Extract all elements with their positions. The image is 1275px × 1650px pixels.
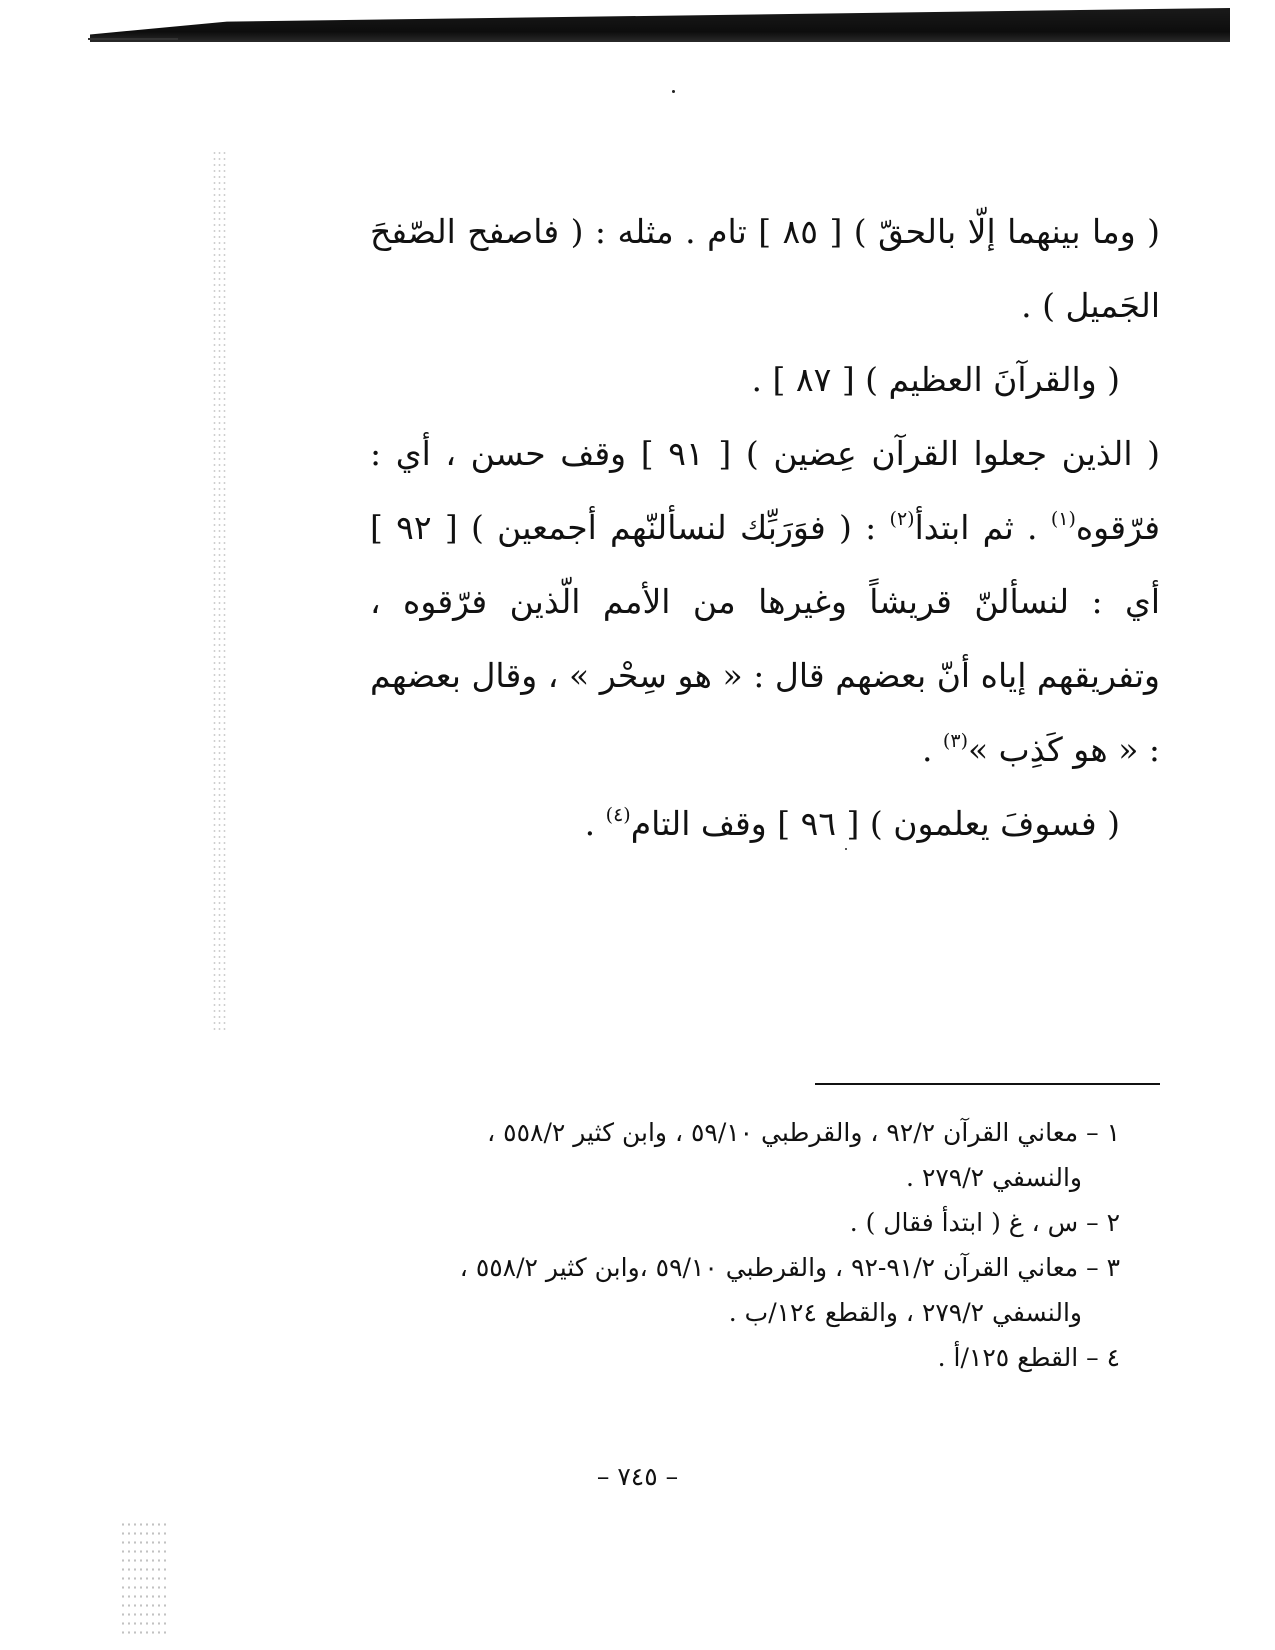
paragraph-text: : ( فوَرَبِّك لنسألنّهم أجمعين ) [ ٩٢ ] أي : لنسألنّ قريشاً وغيرها من الأمم الّذين فرّقوه ، وتفريقهم إياه أنّ بعضهم قال : « هو سِحْر » ، وقال بعضهم : « هو كَذِب » xyxy=(370,508,1160,769)
footnote-1-continued: والنسفي ٢٧٩/٢ . xyxy=(906,1163,1082,1192)
paragraph-text: ( الذين جعلوا القرآن عِضين ) [ ٩١ ] وقف حسن ، أي : فرّقوه xyxy=(370,434,1160,547)
main-body-text xyxy=(370,195,1160,861)
paragraph-text: . xyxy=(921,730,943,769)
scan-border-artifact-thin xyxy=(88,38,178,40)
footnote-1: ١ – معاني القرآن ٩٢/٢ ، والقرطبي ٥٩/١٠ ، وابن كثير ٥٥٨/٢ ، xyxy=(487,1118,1120,1147)
paragraph-text: . xyxy=(584,804,606,843)
paragraph-text: . ثم ابتدأ xyxy=(914,508,1051,547)
footnote-ref-2: (٢) xyxy=(889,508,915,530)
scan-noise-margin-bottom xyxy=(120,1520,170,1640)
footnote-divider xyxy=(815,1083,1160,1085)
paragraph-text: ( فسوفَ يعلمون ) [ ٩٦ ] وقف التام xyxy=(630,804,1120,843)
footnote-ref-4: (٤) xyxy=(605,804,631,826)
scan-border-artifact xyxy=(90,8,1230,42)
footnotes xyxy=(370,1110,1120,1380)
page-number: – ٧٤٥ – xyxy=(596,1462,679,1491)
footnote-ref-1: (١) xyxy=(1050,508,1076,530)
scan-noise-margin xyxy=(212,150,226,1030)
paragraph-verse-91 xyxy=(370,417,1160,787)
footnote-ref-3: (٣) xyxy=(942,730,968,752)
scan-speck xyxy=(672,90,675,93)
footnote-3: ٣ – معاني القرآن ٩١/٢-٩٢ ، والقرطبي ٥٩/١٠ ،وابن كثير ٥٥٨/٢ ، xyxy=(459,1253,1120,1282)
footnote-2: ٢ – س ، غ ( ابتدأ فقال ) . xyxy=(849,1208,1120,1237)
footnote-4: ٤ – القطع ١٢٥/أ . xyxy=(937,1343,1120,1372)
paragraph-verse-87 xyxy=(370,343,1160,417)
footnote-3-continued: والنسفي ٢٧٩/٢ ، والقطع ١٢٤/ب . xyxy=(728,1298,1082,1327)
paragraph-text: ( والقرآنَ العظيم ) [ ٨٧ ] . xyxy=(751,360,1120,399)
paragraph-verse-96 xyxy=(370,787,1160,861)
paragraph-verse-85 xyxy=(370,195,1160,343)
paragraph-text: ( وما بينهما إلّا بالحقّ ) [ ٨٥ ] تام . مثله : ( فاصفح الصّفحَ الجَميل ) . xyxy=(370,212,1160,325)
